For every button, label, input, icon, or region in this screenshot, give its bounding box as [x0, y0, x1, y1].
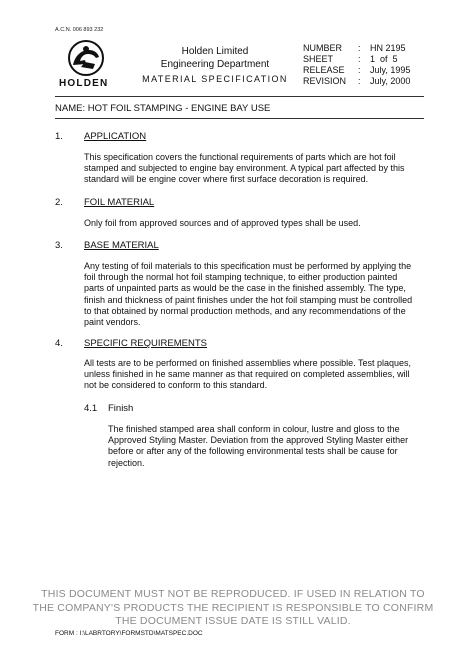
company-name: Holden Limited — [181, 46, 249, 57]
subsection-text: The finished stamped area shall conform in colour, lustre and gloss to the Approved Styling Master. Deviation from the approved Styling Master either before or after any of the following environmental tests shall be cause for rejection. — [108, 424, 409, 468]
brand-name: HOLDEN — [59, 78, 109, 89]
subsection-title: Finish — [108, 403, 134, 414]
meta-row-revision — [303, 76, 410, 87]
section-number: 2. — [55, 197, 63, 208]
meta-colon: : — [358, 65, 361, 75]
company-block — [135, 45, 295, 71]
meta-row-number — [303, 43, 410, 54]
meta-key: NUMBER — [303, 43, 343, 53]
header-divider — [55, 96, 424, 97]
meta-value: July, 1995 — [370, 65, 411, 75]
form-path: FORM : I:\LABRTORY\FORMSTD\MATSPEC.DOC — [55, 630, 203, 637]
subsection-number: 4.1 — [84, 403, 98, 414]
meta-value: HN 2195 — [370, 43, 406, 53]
acn-number: A.C.N. 006 893 232 — [55, 27, 104, 33]
meta-row-sheet — [303, 54, 410, 65]
section-text: All tests are to be performed on finished assemblies where possible. Test plaques, unless finished in he same manner as that required on completed assemblies, will not be considered to conform to this standard. — [84, 358, 412, 391]
doc-meta — [303, 43, 410, 87]
meta-value: July, 2000 — [370, 76, 411, 86]
section-number: 1. — [55, 131, 63, 142]
reproduction-notice: THIS DOCUMENT MUST NOT BE REPRODUCED. IF USED IN RELATION TO THE COMPANY'S PRODUCTS THE RECIPIENT IS RESPONSIBLE TO CONFIRM THE DOCUMENT ISSUE DATE IS STILL VALID. — [32, 588, 434, 627]
section-text: This specification covers the functional requirements of parts which are hot foil stamped and subjected to engine bay environment. A typical part affected by this standard will be engine cover where first surface decoration is required. — [84, 152, 405, 185]
meta-colon: : — [358, 76, 361, 86]
section-title: SPECIFIC REQUIREMENTS — [84, 338, 207, 349]
document-name: NAME: HOT FOIL STAMPING - ENGINE BAY USE — [55, 103, 271, 114]
meta-key: RELEASE — [303, 65, 345, 75]
meta-key: REVISION — [303, 76, 347, 86]
doc-type: MATERIAL SPECIFICATION — [142, 74, 288, 84]
name-divider — [55, 118, 424, 119]
section-text: Any testing of foil materials to this specification must be performed by applying the foil through the normal hot foil stamping technique, to either production painted parts of unpainted parts as would be the case in the finished assembly. The type, finish and thickness of paint finishes under the hot foil stamping must be controlled to that obtained by normal production methods, and any recommendations of the paint vendors. — [84, 261, 413, 328]
section-number: 3. — [55, 240, 63, 251]
meta-row-release — [303, 65, 410, 76]
section-title: APPLICATION — [84, 131, 147, 142]
meta-key: SHEET — [303, 54, 334, 64]
section-text: Only foil from approved sources and of approved types shall be used. — [84, 218, 361, 228]
section-title: BASE MATERIAL — [84, 240, 159, 251]
meta-colon: : — [358, 54, 361, 64]
meta-colon: : — [358, 43, 361, 53]
section-title: FOIL MATERIAL — [84, 197, 155, 208]
department-name: Engineering Department — [160, 59, 270, 70]
section-number: 4. — [55, 338, 63, 349]
meta-value: 1 of 5 — [370, 54, 398, 64]
